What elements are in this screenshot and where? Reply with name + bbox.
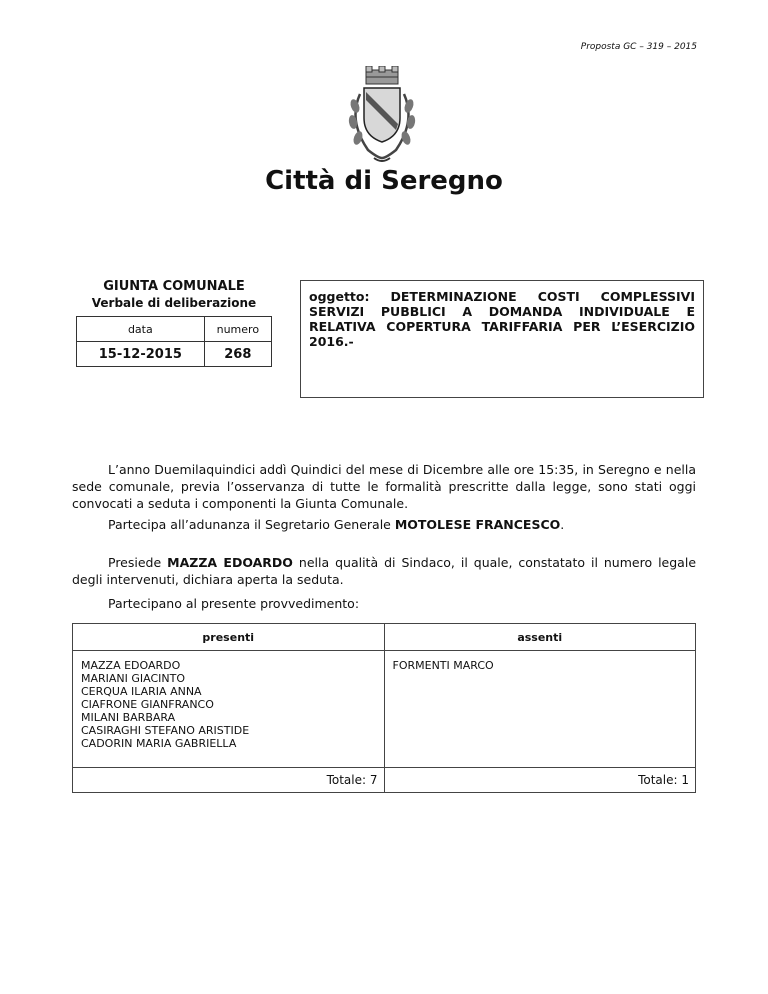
president-rest: nella qualità di Sindaco, il quale, constatato il numero legale degli intervenuti, dichiara aperta la seduta. bbox=[72, 555, 697, 587]
city-coat-of-arms-icon bbox=[338, 66, 426, 166]
paragraph-president-text bbox=[72, 554, 696, 588]
number-value: 268 bbox=[204, 342, 271, 367]
president-name: MAZZA EDOARDO bbox=[167, 555, 293, 570]
attendance-table bbox=[72, 623, 696, 793]
present-total: Totale: 7 bbox=[73, 768, 385, 793]
paragraph-president bbox=[72, 554, 696, 588]
present-list bbox=[73, 651, 385, 768]
proposal-reference: Proposta GC – 319 – 2015 bbox=[580, 42, 697, 52]
list-item: MILANI BARBARA bbox=[81, 711, 176, 724]
list-item: MAZZA EDOARDO bbox=[81, 659, 181, 672]
city-title: Città di Seregno bbox=[265, 166, 503, 196]
list-item: CASIRAGHI STEFANO ARISTIDE bbox=[81, 724, 250, 737]
president-intro: Presiede bbox=[108, 555, 168, 570]
date-number-table bbox=[76, 316, 272, 367]
list-item: CERQUA ILARIA ANNA bbox=[81, 685, 202, 698]
absent-total: Totale: 1 bbox=[384, 768, 696, 793]
date-value: 15-12-2015 bbox=[77, 342, 205, 367]
secretary-name: MOTOLESE FRANCESCO bbox=[394, 517, 561, 532]
date-label: data bbox=[77, 317, 205, 342]
paragraph-convocation bbox=[72, 461, 696, 512]
paragraph-participants bbox=[72, 595, 696, 612]
absent-list bbox=[384, 651, 696, 768]
subject-label: oggetto: bbox=[309, 289, 370, 304]
list-item: MARIANI GIACINTO bbox=[81, 672, 186, 685]
absent-header: assenti bbox=[384, 624, 696, 651]
list-item: CADORIN MARIA GABRIELLA bbox=[81, 737, 237, 750]
subject-text bbox=[309, 289, 695, 349]
paragraph-convocation-text: L’anno Duemilaquindici addì Quindici del mese di Dicembre alle ore 15:35, in Seregno e nella sede comunale, previa l’osservanza di tutte le formalità prescritte dalla legge, sono stati oggi convocati a seduta i componenti la Giunta Comunale. bbox=[72, 462, 696, 511]
list-item: FORMENTI MARCO bbox=[392, 659, 494, 672]
giunta-title: GIUNTA COMUNALE bbox=[103, 279, 245, 294]
giunta-subtitle: Verbale di deliberazione bbox=[91, 296, 257, 310]
list-item: CIAFRONE GIANFRANCO bbox=[81, 698, 214, 711]
paragraph-secretary bbox=[72, 516, 696, 533]
paragraph-secretary-text bbox=[72, 516, 696, 533]
secretary-intro: Partecipa all’adunanza il Segretario Generale bbox=[108, 517, 395, 532]
present-header: presenti bbox=[73, 624, 385, 651]
subject-content: DETERMINAZIONE COSTI COMPLESSIVI SERVIZI PUBBLICI A DOMANDA INDIVIDUALE E RELATIVA COPERTURA TARIFFARIA PER L’ESERCIZIO 2016.- bbox=[309, 289, 695, 349]
subject-box bbox=[300, 280, 704, 398]
giunta-heading bbox=[76, 279, 272, 310]
paragraph-participants-text: Partecipano al presente provvedimento: bbox=[108, 596, 360, 611]
number-label: numero bbox=[204, 317, 271, 342]
secretary-end: . bbox=[560, 517, 565, 532]
